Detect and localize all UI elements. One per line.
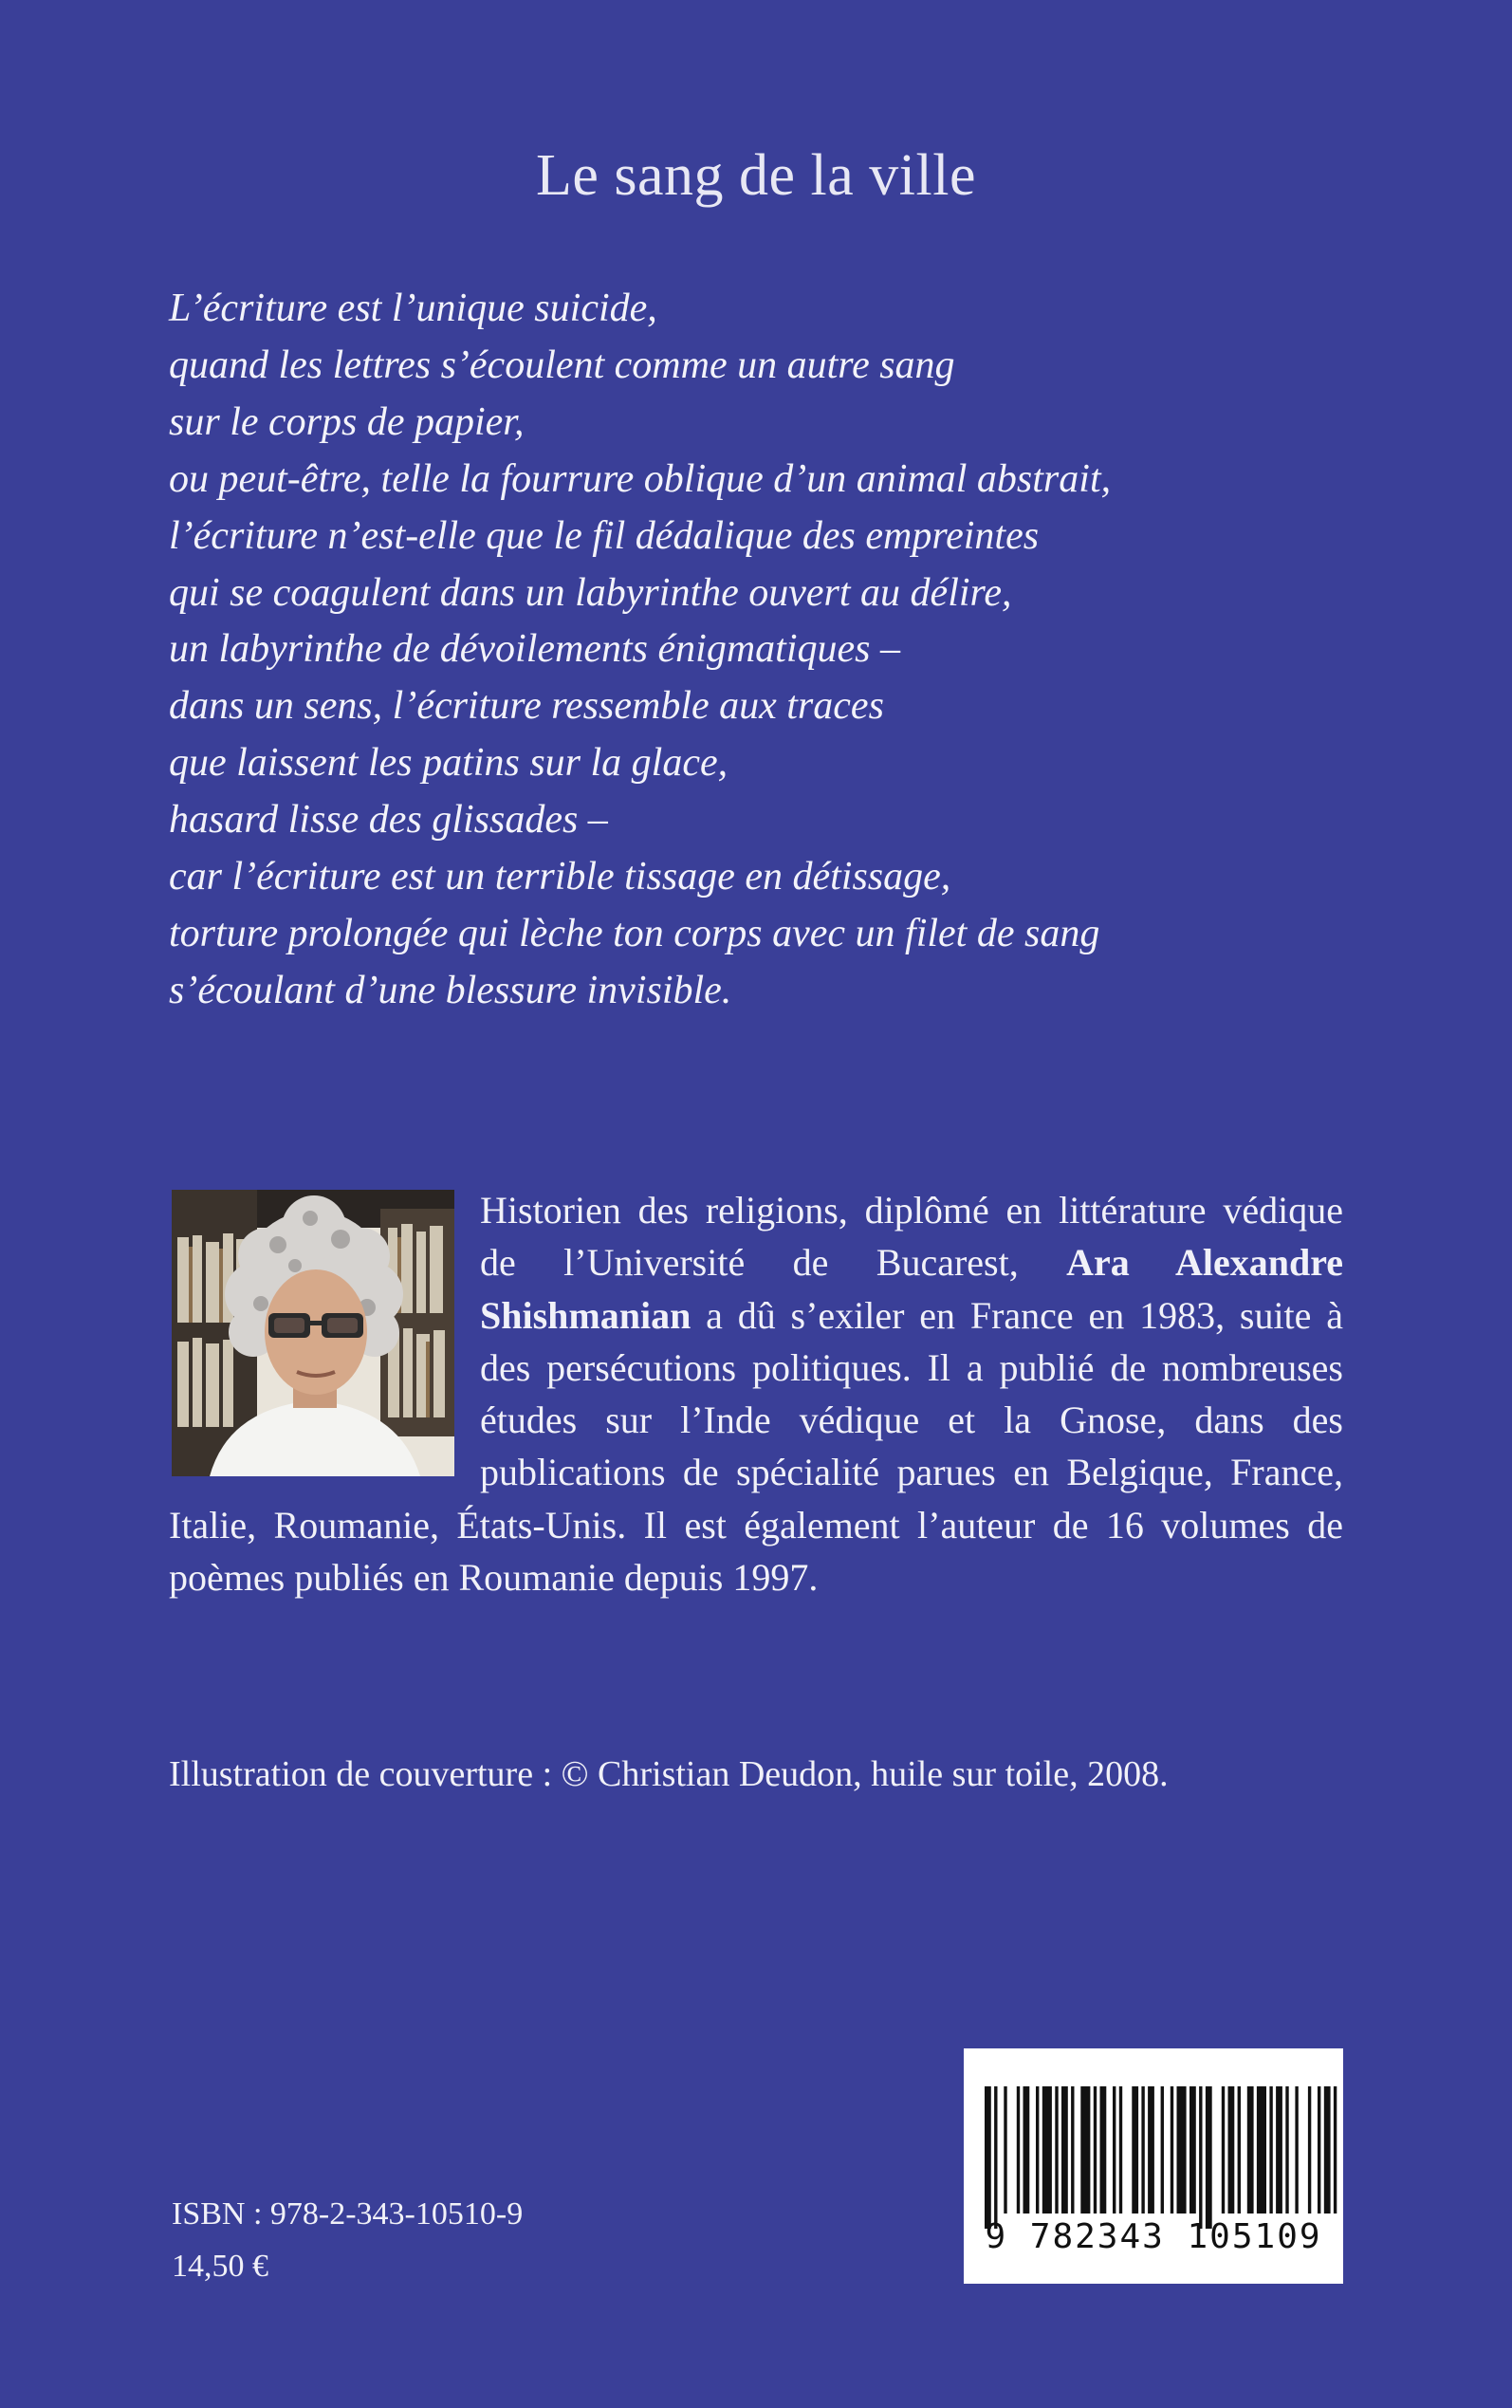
barcode-bar <box>1094 2086 1097 2214</box>
barcode-bar <box>1080 2086 1090 2214</box>
poem-line: s’écoulant d’une blessure invisible. <box>169 968 732 1012</box>
barcode-bar <box>1023 2086 1030 2214</box>
bio-text-before: Historien des religions, diplômé en littérature védique de l’Université de Bucarest, <box>480 1189 1343 1285</box>
barcode-bar <box>1061 2086 1068 2214</box>
barcode-bar <box>1071 2086 1074 2214</box>
barcode-bar <box>1189 2086 1196 2214</box>
barcode-bar <box>1269 2086 1272 2214</box>
barcode-bar <box>1017 2086 1020 2214</box>
author-name: Ara Alexandre Shishmanian <box>480 1241 1343 1337</box>
price: 14,50 € <box>172 2249 268 2284</box>
barcode-digits: 9 782343 105109 <box>985 2217 1322 2256</box>
barcode-bar <box>1318 2086 1320 2214</box>
barcode-bar <box>1295 2086 1298 2214</box>
barcode-bar <box>1222 2086 1225 2214</box>
poem-line: ou peut-être, telle la fourrure oblique d’un animal abstrait, <box>169 456 1112 501</box>
poem-line: L’écriture est l’unique suicide, <box>169 287 657 330</box>
barcode-bar <box>1119 2086 1122 2214</box>
barcode-bar <box>1177 2086 1187 2214</box>
poem-line: torture prolongée qui lèche ton corps avec un filet de sang <box>169 911 1100 955</box>
poem-excerpt <box>169 281 1402 1020</box>
photo-spacer <box>169 1184 480 1480</box>
poem-line: qui se coagulent dans un labyrinthe ouvert au délire, <box>169 570 1012 615</box>
barcode-bar <box>1308 2086 1311 2214</box>
barcode-bar <box>1285 2086 1288 2214</box>
barcode-bar <box>1228 2086 1235 2214</box>
isbn: ISBN : 978-2-343-10510-9 <box>172 2196 524 2232</box>
barcode-bar <box>1004 2086 1006 2214</box>
cover-illustration-credit: Illustration de couverture : © Christian Deudon, huile sur toile, 2008. <box>169 1754 1169 1794</box>
barcode-bar <box>1324 2086 1331 2214</box>
barcode-bar <box>1199 2086 1202 2229</box>
barcode-bar <box>1171 2086 1173 2214</box>
author-bio <box>169 1184 1343 1603</box>
bio-text-after: a dû s’exiler en France en 1983, suite à des persécutions politiques. Il a publié de nombreuses études sur l’Inde védique et la Gnose, dans des publications de spécialité parues en Belgique, France, Italie, Roumanie, États-Unis. Il est également l’auteur de 16 volumes de poèmes publiés en Roumanie depuis 1997. <box>169 1293 1343 1600</box>
poem-line: quand les lettres s’écoulent comme un autre sang <box>169 343 955 387</box>
barcode-bar <box>985 2086 991 2229</box>
barcode-bar <box>1334 2086 1337 2214</box>
barcode <box>964 2048 1343 2284</box>
barcode-bar <box>994 2086 997 2229</box>
barcode-bar <box>1247 2086 1254 2214</box>
barcode-bar <box>1055 2086 1058 2214</box>
poem-line: sur le corps de papier, <box>169 399 525 444</box>
barcode-bar <box>1113 2086 1116 2214</box>
poem-line: un labyrinthe de dévoilements énigmatiques – <box>169 627 900 672</box>
barcode-bar <box>1161 2086 1164 2214</box>
barcode-bar <box>1141 2086 1144 2214</box>
barcode-bar <box>1036 2086 1039 2214</box>
poem-line: l’écriture n’est-elle que le fil dédalique des empreintes <box>169 513 1040 558</box>
barcode-bar <box>1042 2086 1052 2214</box>
poem-line: dans un sens, l’écriture ressemble aux traces <box>169 684 884 729</box>
barcode-bar <box>1276 2086 1282 2214</box>
barcode-bar <box>1257 2086 1266 2214</box>
barcode-bar <box>1100 2086 1107 2214</box>
poem-line: que laissent les patins sur la glace, <box>169 741 728 786</box>
poem-line: car l’écriture est un terrible tissage en détissage, <box>169 855 951 899</box>
barcode-bar <box>1132 2086 1138 2214</box>
book-title: Le sang de la ville <box>536 143 976 208</box>
barcode-bar <box>1238 2086 1241 2214</box>
poem-line: hasard lisse des glissades – <box>169 798 608 843</box>
barcode-bar <box>1206 2086 1212 2229</box>
barcode-bar <box>1148 2086 1154 2214</box>
